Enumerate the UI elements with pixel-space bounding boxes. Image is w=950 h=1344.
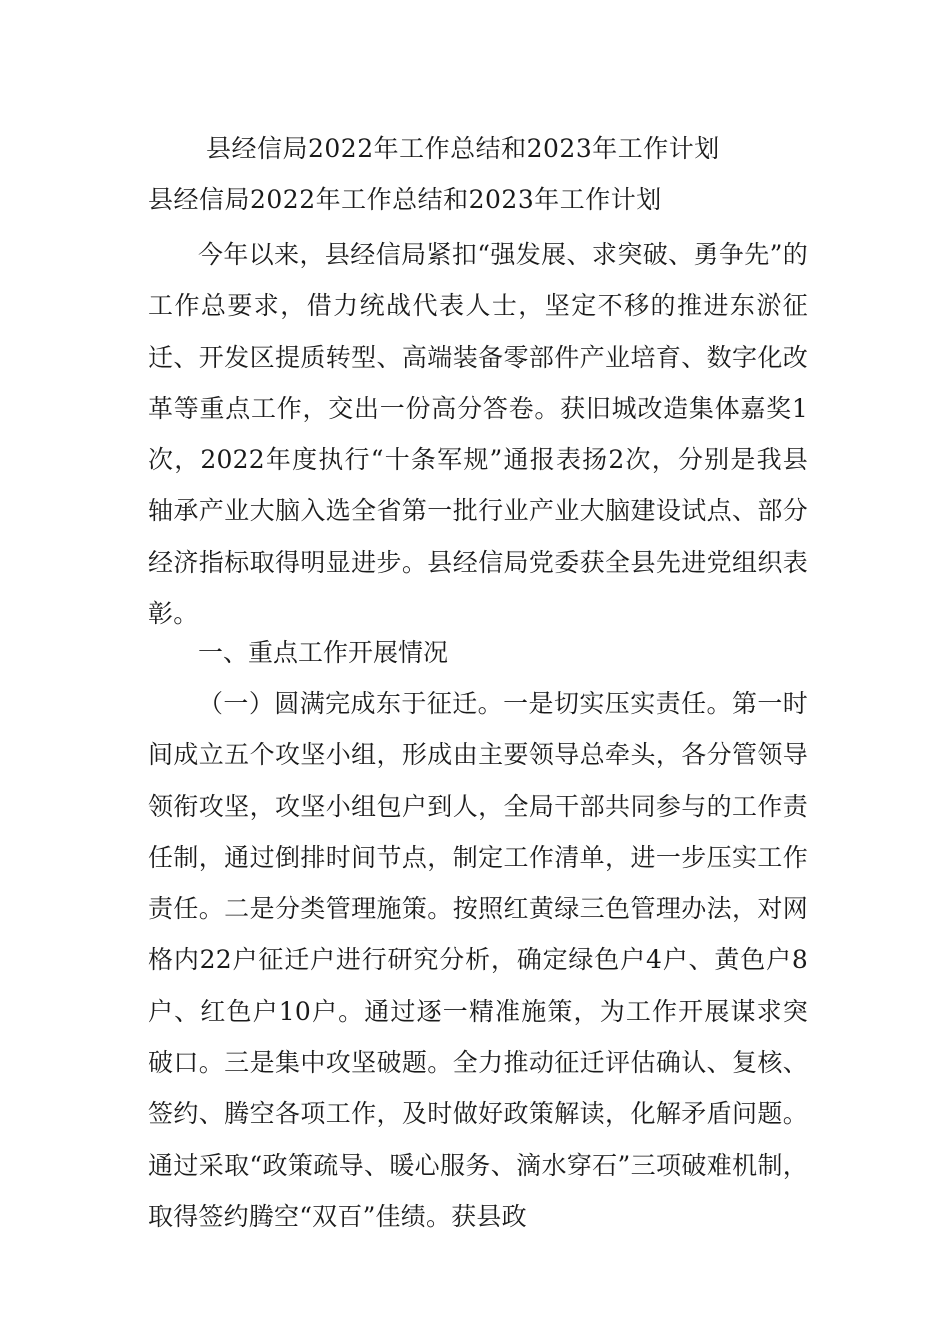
document-title-repeat: 县经信局2022年工作总结和2023年工作计划 xyxy=(148,185,662,214)
section-1-paragraph: （一）圆满完成东于征迁。一是切实压实责任。第一时间成立五个攻坚小组，形成由主要领导总牵头，各分管领导领衔攻坚，攻坚小组包户到人，全局干部共同参与的工作责任制，通过倒排时间节点，制定工作清单，进一步压实工作责任。二是分类管理施策。按照红黄绿三色管理办法，对网格内22户征迁户进行研究分析，确定绿色户4户、黄色户8户、红色户10户。通过逐一精准施策，为工作开展谋求突破口。三是集中攻坚破题。全力推动征迁评估确认、复核、签约、腾空各项工作，及时做好政策解读，化解矛盾问题。通过采取“政策疏导、暖心服务、滴水穿石”三项破难机制，取得签约腾空“双百”佳绩。获县政 xyxy=(148,689,808,1231)
section-heading: 一、重点工作开展情况 xyxy=(198,638,449,667)
document-title: 县经信局2022年工作总结和2023年工作计划 xyxy=(206,134,720,163)
intro-paragraph: 今年以来，县经信局紧扣“强发展、求突破、勇争先”的工作总要求，借力统战代表人士，坚定不移的推进东淤征迁、开发区提质转型、高端装备零部件产业培育、数字化改革等重点工作，交出一份高分答卷。获旧城改造集体嘉奖1次，2022年度执行“十条军规”通报表扬2次，分别是我县轴承产业大脑入选全省第一批行业产业大脑建设试点、部分经济指标取得明显进步。县经信局党委获全县先进党组织表彰。 xyxy=(148,240,808,629)
